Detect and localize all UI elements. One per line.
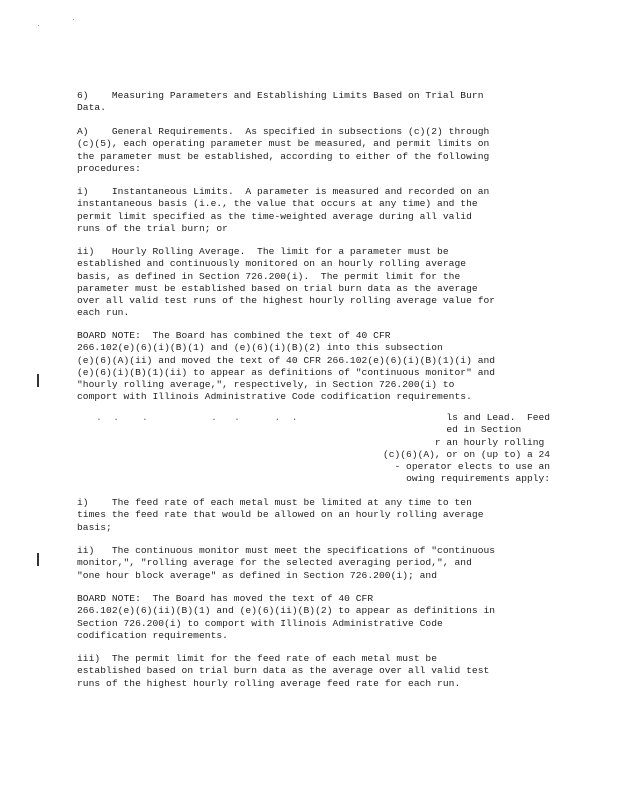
paragraph-general-requirements: A) General Requirements. As specified in subsections (c)(2) through (c)(5), each operating parameter must be measured, and permit limits on the parameter must be established, according to either of the following procedures:: [77, 126, 490, 174]
paragraph-feed-rate-limit: i) The feed rate of each metal must be limited at any time to ten times the feed rate that would be allowed on an hourly rolling average basis;: [77, 497, 484, 533]
board-note-combined-text: BOARD NOTE: The Board has combined the text of 40 CFR 266.102(e)(6)(i)(B)(1) and (e)(6)(i)(B)(2) into this subsection (e)(6)(A)(ii) and moved the text of 40 CFR 266.102(e)(6)(i)(B)(1)(i) and (e)(6)(i)(B)(1)(ii) to appear as definitions of "continuous monitor" and "hourly rolling average,", respectively, in Section 726.200(i) to comport with Illinois Administrative Code codification requirements.: [77, 330, 496, 403]
paragraph-hourly-rolling-average: ii) Hourly Rolling Average. The limit for a parameter must be established and continuously monitored on an hourly rolling average basis, as defined in Section 726.200(i). The permit limit for the parameter must be established based on trial burn data as the average over all valid test runs of the highest hourly rolling average value for each run.: [77, 246, 496, 319]
paragraph-permit-limit-feed-rate: iii) The permit limit for the feed rate of each metal must be established based on trial burn data as the average over all valid test runs of the highest hourly rolling average feed rate for each run.: [77, 653, 490, 689]
section-heading-measuring-parameters: 6) Measuring Parameters and Establishing Limits Based on Trial Burn Data.: [77, 90, 484, 114]
revision-change-bar: [37, 553, 39, 566]
scan-speck: [73, 19, 74, 20]
paragraph-instantaneous-limits: i) Instantaneous Limits. A parameter is measured and recorded on an instantaneous basis (i.e., the value that occurs at any time) and the permit limit specified as the time-weighted average during all valid runs of the trial burn; or: [77, 186, 490, 234]
board-note-moved-text: BOARD NOTE: The Board has moved the text of 40 CFR 266.102(e)(6)(ii)(B)(1) and (e)(6)(ii)(B)(2) to appear as definitions in Section 726.200(i) to comport with Illinois Administrative Code codification requirements.: [77, 593, 496, 641]
paragraph-metals-feed-fragment: ls and Lead. Feed ed in Section r an hourly rolling (c)(6)(A), or on (up to) a 24 - operator elects to use an owing requirements apply:: [383, 412, 550, 485]
paragraph-continuous-monitor: ii) The continuous monitor must meet the specifications of "continuous monitor,", "rolling average for the selected averaging period,", and "one hour block average" as defined in Section 726.200(i); and: [77, 545, 496, 581]
revision-change-bar: [37, 374, 39, 387]
faded-text-artifact: . . . . . . .: [96, 412, 298, 423]
scan-speck: [38, 25, 39, 26]
